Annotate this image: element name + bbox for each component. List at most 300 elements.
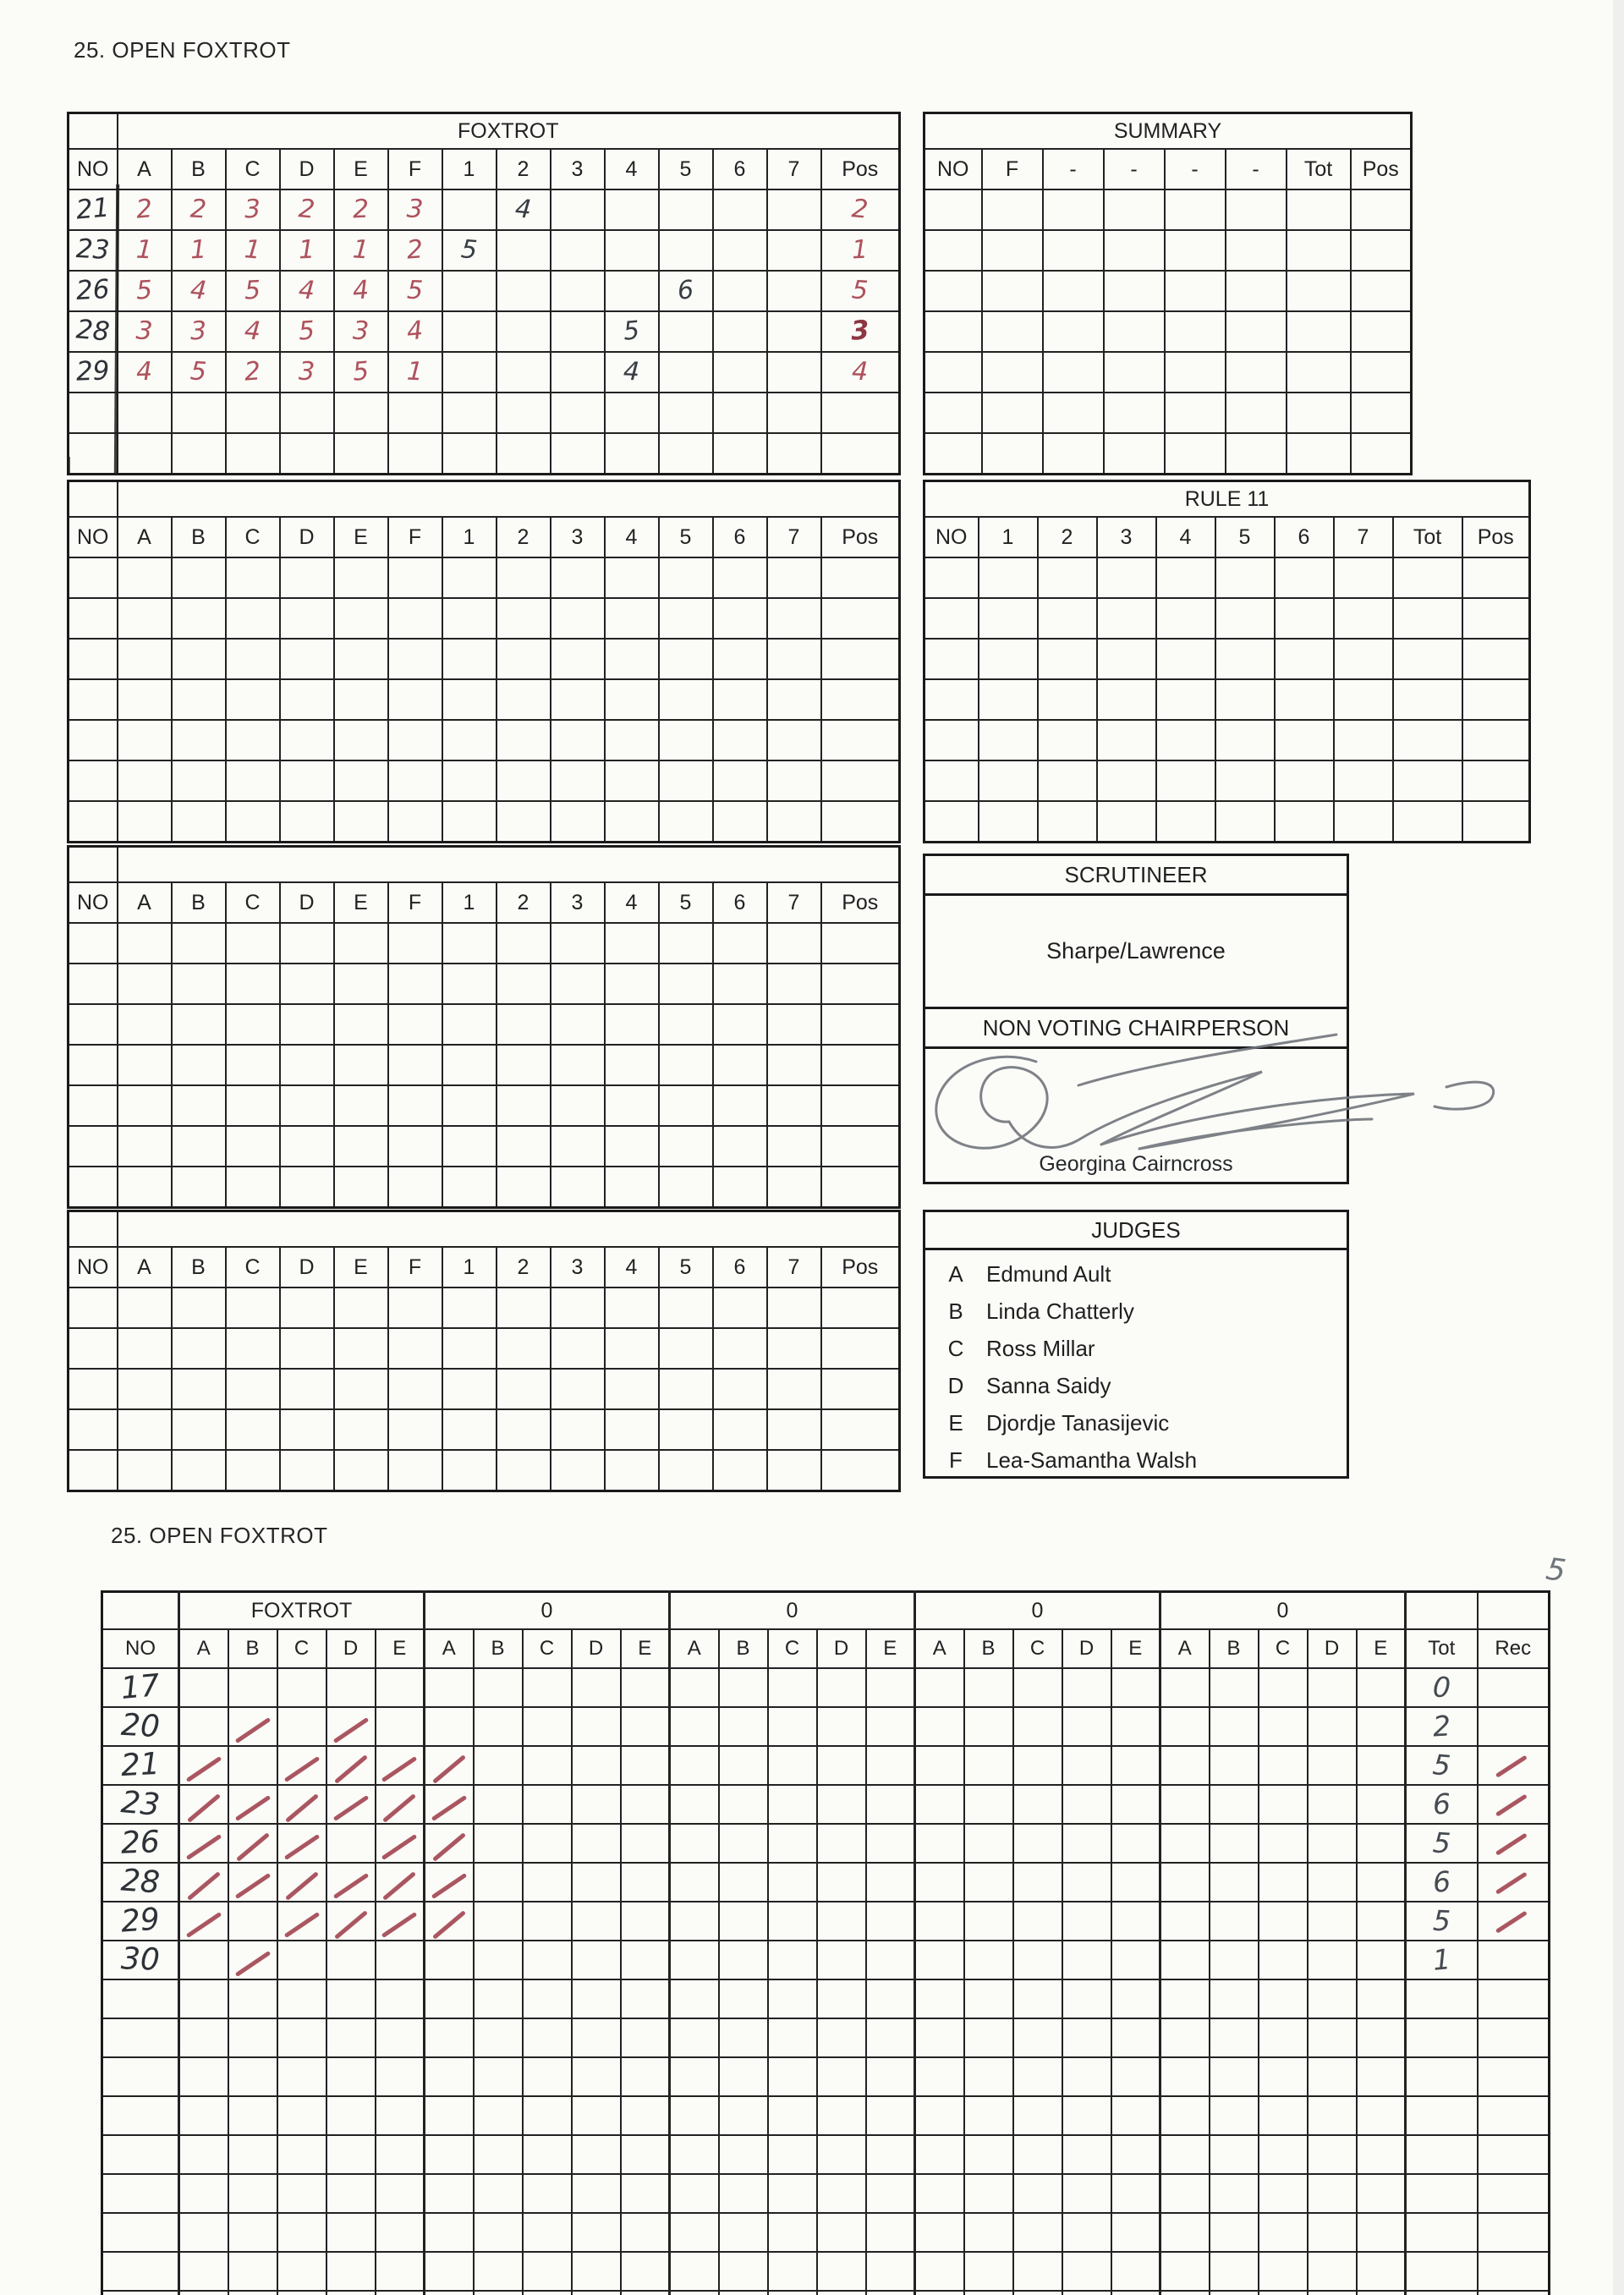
judge-recall-cell: [1160, 2057, 1210, 2096]
judge-recall-cell: [1013, 1668, 1062, 1707]
empty-cell: [551, 760, 605, 801]
table-row: [69, 517, 900, 557]
competitor-number-cell: 26: [69, 271, 118, 311]
empty-cell: [1097, 720, 1156, 760]
empty-cell: [442, 433, 497, 475]
empty-cell: [821, 1328, 900, 1369]
column-header: C: [1013, 1629, 1062, 1668]
judge-recall-cell: [719, 1707, 768, 1746]
empty-cell: [551, 720, 605, 760]
empty-cell: [334, 1045, 388, 1085]
judge-recall-cell: [1210, 2174, 1259, 2213]
empty-cell: [497, 639, 551, 679]
empty-cell: [69, 1167, 118, 1208]
empty-cell: [497, 1369, 551, 1409]
empty-cell: [280, 433, 334, 475]
column-header: D: [817, 1629, 866, 1668]
recall-tick-mark: [381, 1912, 418, 1938]
judge-recall-cell: [376, 2252, 425, 2291]
judge-recall-cell: [425, 1746, 474, 1785]
judge-recall-cell: [523, 2057, 572, 2096]
judge-recall-cell: [474, 1668, 523, 1707]
judge-row: [925, 1367, 1347, 1404]
judge-recall-cell: [1062, 1902, 1111, 1941]
empty-cell: [924, 393, 982, 433]
column-header: F: [982, 149, 1043, 189]
judge-recall-cell: [670, 2057, 719, 2096]
empty-cell: [1351, 230, 1412, 271]
judge-recall-cell: [817, 1707, 866, 1746]
empty-cell: [551, 393, 605, 433]
column-header: 7: [1334, 517, 1393, 557]
total-cell: 5: [1406, 1824, 1478, 1863]
judge-recall-cell: [621, 1824, 670, 1863]
empty-cell: [821, 1004, 900, 1045]
judge-recall-cell: [1160, 2213, 1210, 2252]
empty-cell: [497, 964, 551, 1004]
empty-cell: [388, 1288, 442, 1328]
corner-cell: [69, 113, 118, 150]
empty-cell: [497, 1085, 551, 1126]
empty-cell: [924, 311, 982, 352]
empty-cell: [551, 1126, 605, 1167]
judge-recall-cell: [621, 1668, 670, 1707]
judge-mark-cell: 5: [280, 311, 334, 352]
judge-recall-cell: [1357, 2213, 1406, 2252]
handwritten-page-number: 5: [1544, 1551, 1568, 1589]
judge-recall-cell: [523, 2096, 572, 2135]
judge-recall-cell: [1210, 2096, 1259, 2135]
judge-recall-cell: [817, 1902, 866, 1941]
empty-cell: [551, 1085, 605, 1126]
judge-recall-cell: [964, 1979, 1013, 2018]
empty-cell: [767, 760, 821, 801]
empty-cell: [334, 598, 388, 639]
judge-recall-cell: [1062, 2096, 1111, 2135]
table-row: [102, 1668, 1550, 1707]
blank-score-table-3: [67, 1210, 901, 1492]
empty-cell: [442, 1288, 497, 1328]
judge-recall-cell: [866, 1863, 915, 1902]
column-header: 4: [605, 1247, 659, 1288]
competitor-number-cell: [102, 2057, 179, 2096]
empty-cell: [118, 1085, 172, 1126]
judge-recall-cell: [228, 1941, 277, 1979]
empty-cell: [497, 1167, 551, 1208]
empty-cell: [280, 1450, 334, 1491]
recall-tick-mark: [185, 1756, 222, 1782]
column-header: -: [1226, 149, 1287, 189]
judge-recall-cell: [670, 1785, 719, 1824]
judge-recall-cell: [376, 2018, 425, 2057]
empty-cell: [767, 1126, 821, 1167]
judge-recall-cell: [621, 1902, 670, 1941]
competitor-number-cell: 30: [102, 1941, 179, 1979]
total-cell: [1406, 2018, 1478, 2057]
table-row: [924, 598, 1530, 639]
recall-tick-mark: [234, 1717, 271, 1743]
judge-recall-cell: [1357, 1941, 1406, 1979]
judge-recall-cell: [179, 2057, 228, 2096]
empty-cell: [226, 1167, 280, 1208]
judge-recall-cell: [179, 1824, 228, 1863]
column-header: E: [1111, 1629, 1160, 1668]
count-cell: [713, 271, 767, 311]
judge-recall-cell: [817, 2096, 866, 2135]
empty-cell: [226, 1369, 280, 1409]
judge-recall-cell: [964, 1941, 1013, 1979]
summary-table: [923, 112, 1413, 475]
judge-recall-cell: [228, 2252, 277, 2291]
judge-recall-cell: [425, 1785, 474, 1824]
recalled-cell: [1478, 2057, 1550, 2096]
empty-cell: [497, 1126, 551, 1167]
judge-recall-cell: [1357, 2018, 1406, 2057]
count-cell: 5: [442, 230, 497, 271]
column-header: D: [1308, 1629, 1357, 1668]
judge-recall-cell: [425, 2135, 474, 2174]
column-header: B: [228, 1629, 277, 1668]
empty-cell: [713, 598, 767, 639]
corner-cell: [69, 1211, 118, 1248]
empty-cell: [1038, 598, 1097, 639]
judge-recall-cell: [228, 1863, 277, 1902]
judge-recall-cell: [866, 1902, 915, 1941]
judge-recall-cell: [1259, 1707, 1308, 1746]
recalled-cell: [1478, 1941, 1550, 1979]
empty-cell: [551, 1004, 605, 1045]
judge-recall-cell: [474, 1707, 523, 1746]
table-row: [924, 517, 1530, 557]
empty-cell: [1156, 679, 1215, 720]
judge-recall-cell: [1013, 2174, 1062, 2213]
judge-recall-cell: [474, 1941, 523, 1979]
judge-recall-cell: [572, 2291, 621, 2295]
empty-cell: [767, 393, 821, 433]
empty-cell: [497, 1004, 551, 1045]
table-row: [69, 393, 900, 433]
judge-recall-cell: [768, 2057, 817, 2096]
empty-cell: [605, 598, 659, 639]
empty-cell: [497, 1409, 551, 1450]
column-header: 3: [1097, 517, 1156, 557]
table-row: [69, 1167, 900, 1208]
empty-cell: [442, 801, 497, 843]
count-cell: [713, 311, 767, 352]
table-row: [69, 847, 900, 883]
empty-cell: [659, 1328, 713, 1369]
foxtrot-score-table: [67, 112, 901, 475]
empty-cell: [334, 801, 388, 843]
column-header: A: [1160, 1629, 1210, 1668]
judge-recall-cell: [768, 1979, 817, 2018]
empty-cell: [442, 1328, 497, 1369]
empty-cell: [226, 639, 280, 679]
empty-cell: [1156, 598, 1215, 639]
judge-recall-cell: [1160, 1979, 1210, 2018]
empty-cell: [982, 311, 1043, 352]
judge-recall-cell: [228, 1707, 277, 1746]
judge-recall-cell: [915, 1707, 964, 1746]
judge-recall-cell: [719, 2057, 768, 2096]
judge-recall-cell: [817, 2174, 866, 2213]
judge-recall-cell: [1259, 2018, 1308, 2057]
column-header: A: [670, 1629, 719, 1668]
judge-recall-cell: [228, 2291, 277, 2295]
judge-recall-cell: [964, 2057, 1013, 2096]
empty-cell: [551, 679, 605, 720]
empty-cell: [821, 639, 900, 679]
judge-recall-cell: [179, 2135, 228, 2174]
judge-recall-cell: [915, 1746, 964, 1785]
judge-recall-cell: [621, 2174, 670, 2213]
empty-cell: [388, 1369, 442, 1409]
table: [923, 112, 1413, 475]
recalled-tick-mark: [1495, 1794, 1528, 1817]
judge-letter: D: [947, 1372, 964, 1398]
judge-recall-cell: [719, 1824, 768, 1863]
judge-recall-cell: [1013, 2096, 1062, 2135]
empty-cell: [1215, 598, 1275, 639]
table-row: [69, 1409, 900, 1450]
table-row: [69, 230, 900, 271]
empty-cell: [713, 720, 767, 760]
empty-cell: [767, 1085, 821, 1126]
empty-cell: [388, 760, 442, 801]
judge-recall-cell: [1210, 1863, 1259, 1902]
scrutineer-heading: SCRUTINEER: [925, 856, 1347, 896]
judge-recall-cell: [915, 2213, 964, 2252]
judge-recall-cell: [376, 2213, 425, 2252]
empty-cell: [118, 1045, 172, 1085]
empty-cell: [1097, 557, 1156, 598]
empty-cell: [172, 923, 226, 964]
empty-cell: [605, 393, 659, 433]
judge-recall-cell: [768, 1668, 817, 1707]
judge-recall-cell: [670, 2018, 719, 2057]
column-header: Tot: [1406, 1629, 1478, 1668]
judge-recall-cell: [1308, 1979, 1357, 2018]
empty-cell: [280, 1409, 334, 1450]
empty-cell: [1043, 230, 1104, 271]
table-row: [69, 882, 900, 923]
judge-recall-cell: [1357, 1668, 1406, 1707]
judge-letter: A: [948, 1260, 963, 1287]
judge-mark-cell: 2: [226, 352, 280, 393]
judge-recall-cell: [621, 2096, 670, 2135]
judge-recall-cell: [1160, 2018, 1210, 2057]
judge-recall-cell: [1210, 1979, 1259, 2018]
recalled-cell: [1478, 1824, 1550, 1863]
judge-recall-cell: [621, 2213, 670, 2252]
judge-recall-cell: [768, 1746, 817, 1785]
judge-recall-cell: [228, 1746, 277, 1785]
recall-tick-mark: [285, 1871, 319, 1901]
empty-cell: [226, 923, 280, 964]
table-row: [69, 1126, 900, 1167]
judge-recall-cell: [228, 2057, 277, 2096]
column-header: Tot: [1393, 517, 1462, 557]
judge-recall-cell: [1357, 2291, 1406, 2295]
count-cell: [605, 230, 659, 271]
empty-cell: [280, 1328, 334, 1369]
judges-box: [923, 1210, 1349, 1479]
judge-recall-cell: [179, 2096, 228, 2135]
judge-recall-cell: [1357, 2096, 1406, 2135]
empty-cell: [659, 1450, 713, 1491]
total-cell: 6: [1406, 1863, 1478, 1902]
judge-recall-cell: [179, 1668, 228, 1707]
empty-cell: [1287, 352, 1351, 393]
judge-recall-cell: [915, 1979, 964, 2018]
empty-cell: [1351, 393, 1412, 433]
column-header: 6: [713, 882, 767, 923]
empty-cell: [334, 557, 388, 598]
empty-cell: [226, 1045, 280, 1085]
judge-mark-cell: 2: [172, 189, 226, 230]
judge-recall-cell: [1210, 2252, 1259, 2291]
empty-cell: [388, 923, 442, 964]
judge-recall-cell: [474, 2096, 523, 2135]
column-header: 4: [605, 882, 659, 923]
empty-cell: [713, 923, 767, 964]
column-header: 5: [1215, 517, 1275, 557]
empty-cell: [1462, 801, 1530, 843]
empty-cell: [982, 189, 1043, 230]
empty-cell: [1351, 271, 1412, 311]
empty-cell: [280, 1045, 334, 1085]
recall-tick-mark: [431, 1873, 467, 1899]
empty-cell: [1104, 433, 1165, 475]
judge-recall-cell: [1308, 2057, 1357, 2096]
empty-cell: [388, 1085, 442, 1126]
column-header: E: [334, 149, 388, 189]
empty-cell: [1043, 393, 1104, 433]
empty-cell: [1165, 189, 1226, 230]
judge-recall-cell: [1013, 1902, 1062, 1941]
column-header: B: [172, 1247, 226, 1288]
judge-recall-cell: [1160, 1902, 1210, 1941]
empty-cell: [118, 1004, 172, 1045]
judge-recall-cell: [1013, 1746, 1062, 1785]
empty-cell: [1165, 230, 1226, 271]
judge-recall-cell: [1160, 1824, 1210, 1863]
judge-mark-cell: 3: [388, 189, 442, 230]
column-header: A: [118, 517, 172, 557]
empty-cell: [767, 639, 821, 679]
count-cell: [605, 189, 659, 230]
rule11-table: [923, 480, 1531, 843]
page-title-top: 25. OPEN FOXTROT: [74, 37, 291, 63]
empty-cell: [1104, 271, 1165, 311]
count-cell: [442, 311, 497, 352]
empty-cell: [979, 598, 1038, 639]
dance-group-header: 0: [425, 1592, 670, 1630]
judge-recall-cell: [1308, 1902, 1357, 1941]
judge-recall-cell: [523, 1746, 572, 1785]
total-cell: 5: [1406, 1746, 1478, 1785]
judge-recall-cell: [1062, 1824, 1111, 1863]
recall-tick-mark: [234, 1873, 271, 1899]
pos-cell: 3: [821, 311, 900, 352]
judge-recall-cell: [425, 2213, 474, 2252]
count-cell: 5: [605, 311, 659, 352]
judge-recall-cell: [326, 1941, 376, 1979]
recalled-cell: [1478, 1668, 1550, 1707]
judge-recall-cell: [1357, 2057, 1406, 2096]
judge-recall-cell: [866, 1941, 915, 1979]
judge-recall-cell: [964, 1668, 1013, 1707]
total-cell: 2: [1406, 1707, 1478, 1746]
table-row: [69, 1450, 900, 1491]
judge-letter: B: [948, 1298, 963, 1324]
empty-cell: [69, 1450, 118, 1491]
judge-recall-cell: [964, 1902, 1013, 1941]
empty-cell: [388, 679, 442, 720]
column-header: 3: [551, 1247, 605, 1288]
column-header: A: [179, 1629, 228, 1668]
judge-recall-cell: [1210, 1746, 1259, 1785]
table-row: [924, 311, 1412, 352]
judge-recall-cell: [326, 1668, 376, 1707]
count-cell: [659, 352, 713, 393]
judge-recall-cell: [1062, 1746, 1111, 1785]
column-header: 6: [713, 517, 767, 557]
empty-cell: [1215, 679, 1275, 720]
judge-recall-cell: [425, 1941, 474, 1979]
empty-cell: [442, 393, 497, 433]
corner-cell: [1406, 1592, 1478, 1630]
table-row: [924, 230, 1412, 271]
page-title-bottom: 25. OPEN FOXTROT: [111, 1523, 328, 1548]
judge-mark-cell: 2: [118, 189, 172, 230]
judge-recall-cell: [915, 2174, 964, 2213]
judge-recall-cell: [572, 2135, 621, 2174]
judge-recall-cell: [179, 1746, 228, 1785]
empty-cell: [388, 1126, 442, 1167]
empty-cell: [334, 1085, 388, 1126]
judge-recall-cell: [1357, 1979, 1406, 2018]
judge-recall-cell: [915, 2135, 964, 2174]
empty-cell: [226, 1409, 280, 1450]
empty-cell: [442, 720, 497, 760]
column-header: C: [226, 517, 280, 557]
empty-cell: [442, 923, 497, 964]
judge-recall-cell: [817, 2018, 866, 2057]
table-row: [69, 557, 900, 598]
empty-cell: [334, 1328, 388, 1369]
empty-cell: [605, 1450, 659, 1491]
judge-recall-cell: [228, 2174, 277, 2213]
count-cell: [605, 271, 659, 311]
count-cell: [551, 352, 605, 393]
table-row: [102, 2135, 1550, 2174]
judge-recall-cell: [1308, 2291, 1357, 2295]
empty-cell: [713, 964, 767, 1004]
empty-cell: [226, 1126, 280, 1167]
empty-cell: [924, 433, 982, 475]
empty-cell: [442, 679, 497, 720]
judge-recall-cell: [277, 1668, 326, 1707]
empty-cell: [1334, 598, 1393, 639]
empty-cell: [497, 1288, 551, 1328]
judge-recall-cell: [179, 2252, 228, 2291]
empty-cell: [280, 964, 334, 1004]
judge-recall-cell: [1308, 2135, 1357, 2174]
table-row: [102, 1746, 1550, 1785]
empty-cell: [442, 639, 497, 679]
judge-recall-cell: [964, 2213, 1013, 2252]
